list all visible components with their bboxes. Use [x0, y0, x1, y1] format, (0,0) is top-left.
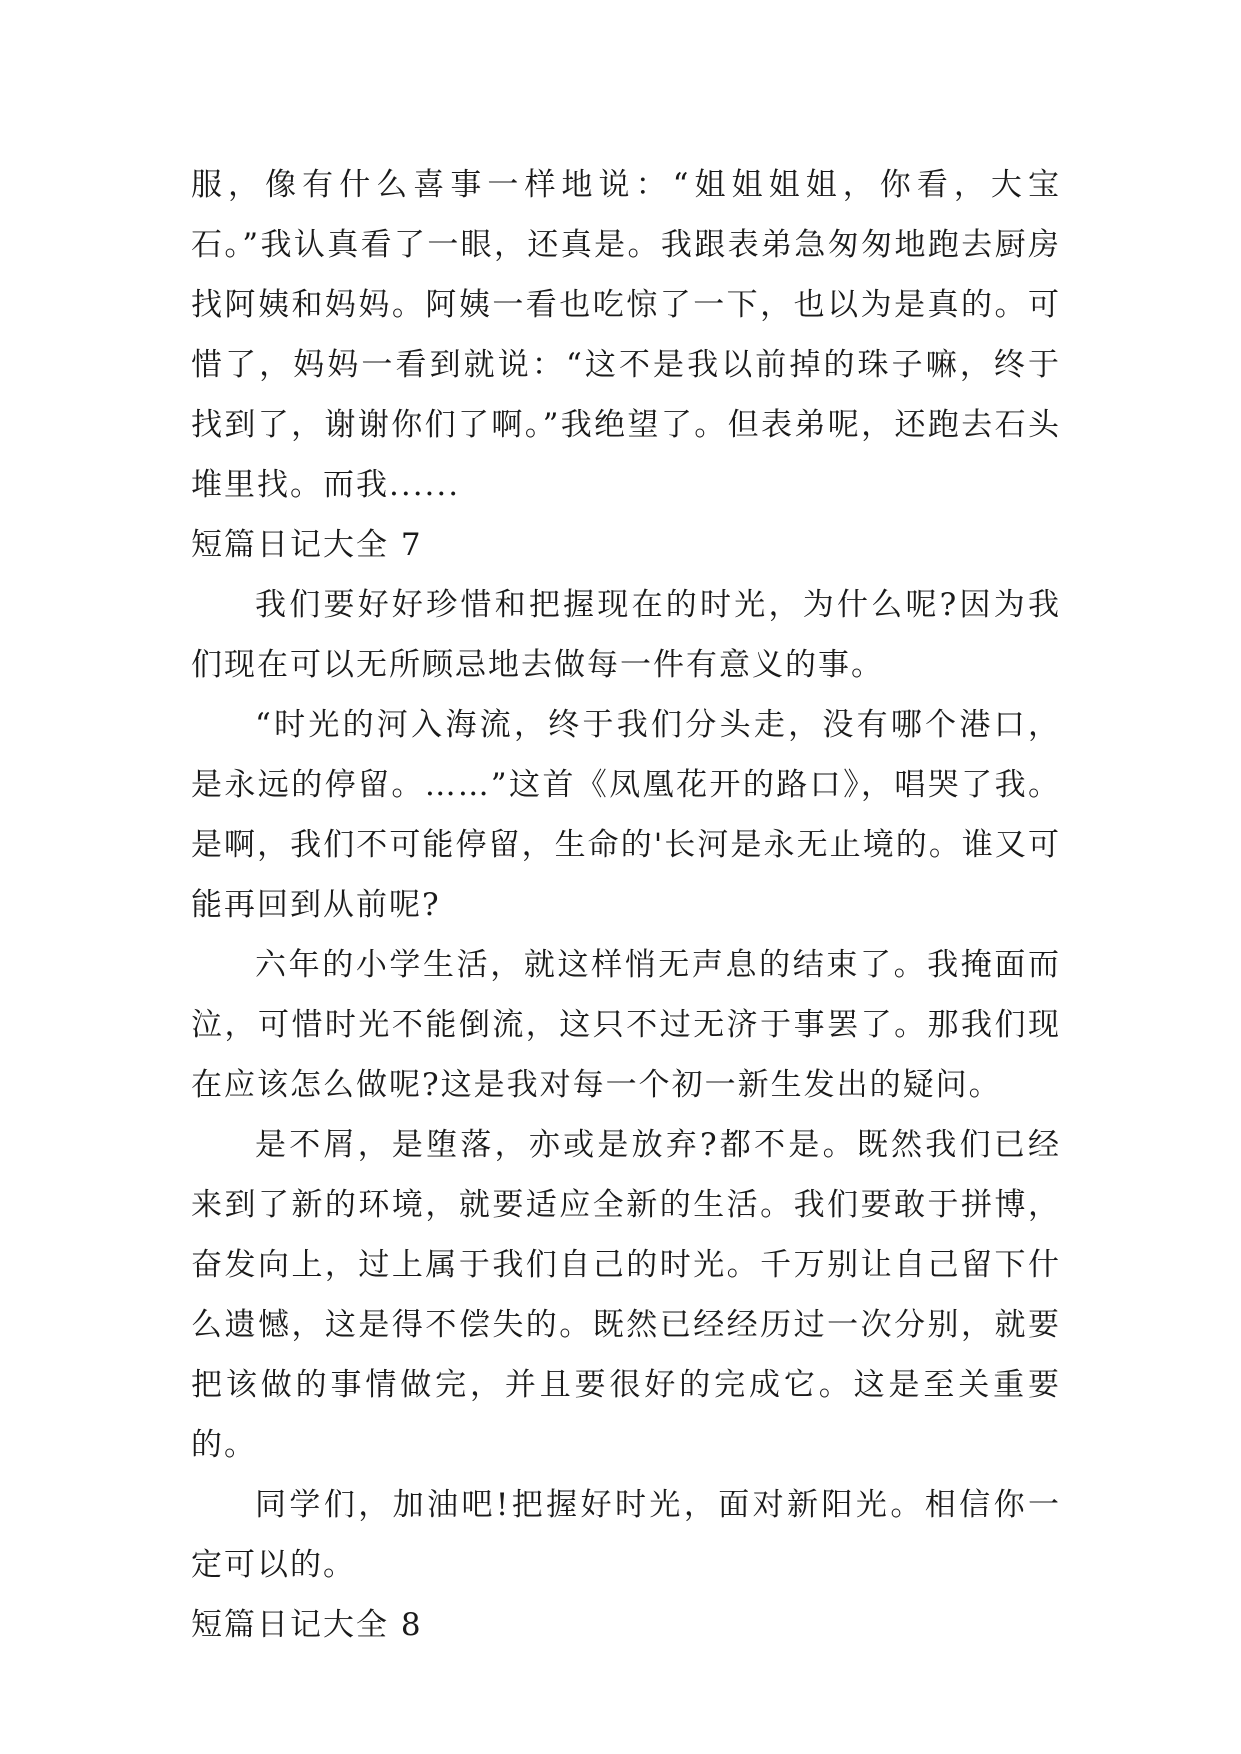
document-body [191, 155, 1061, 1655]
section-heading-7: 短篇日记大全 7 [191, 527, 423, 563]
body-paragraph: “时光的河入海流，终于我们分头走，没有哪个港口，是永远的停留。……”这首《凤凰花开的路口》，唱哭了我。是啊，我们不可能停留，生命的'长河是永无止境的。谁又可能再回到从前呢? [191, 707, 1061, 923]
section-heading-8: 短篇日记大全 8 [191, 1607, 423, 1643]
body-paragraph: 是不屑，是堕落，亦或是放弃?都不是。既然我们已经来到了新的环境，就要适应全新的生活。我们要敢于拼博，奋发向上，过上属于我们自己的时光。千万别让自己留下什么遗憾，这是得不偿失的。既然已经经历过一次分别，就要把该做的事情做完，并且要很好的完成它。这是至关重要的。 [191, 1127, 1061, 1463]
body-paragraph: 六年的小学生活，就这样悄无声息的结束了。我掩面而泣，可惜时光不能倒流，这只不过无济于事罢了。那我们现在应该怎么做呢?这是我对每一个初一新生发出的疑问。 [191, 947, 1061, 1103]
continuation-paragraph: 服，像有什么喜事一样地说：“姐姐姐姐，你看，大宝石。”我认真看了一眼，还真是。我跟表弟急匆匆地跑去厨房找阿姨和妈妈。阿姨一看也吃惊了一下，也以为是真的。可惜了，妈妈一看到就说：“这不是我以前掉的珠子嘛，终于找到了，谢谢你们了啊。”我绝望了。但表弟呢，还跑去石头堆里找。而我...... [191, 167, 1061, 503]
body-paragraph: 我们要好好珍惜和把握现在的时光，为什么呢?因为我们现在可以无所顾忌地去做每一件有意义的事。 [191, 587, 1061, 683]
body-paragraph: 同学们，加油吧!把握好时光，面对新阳光。相信你一定可以的。 [191, 1487, 1061, 1583]
